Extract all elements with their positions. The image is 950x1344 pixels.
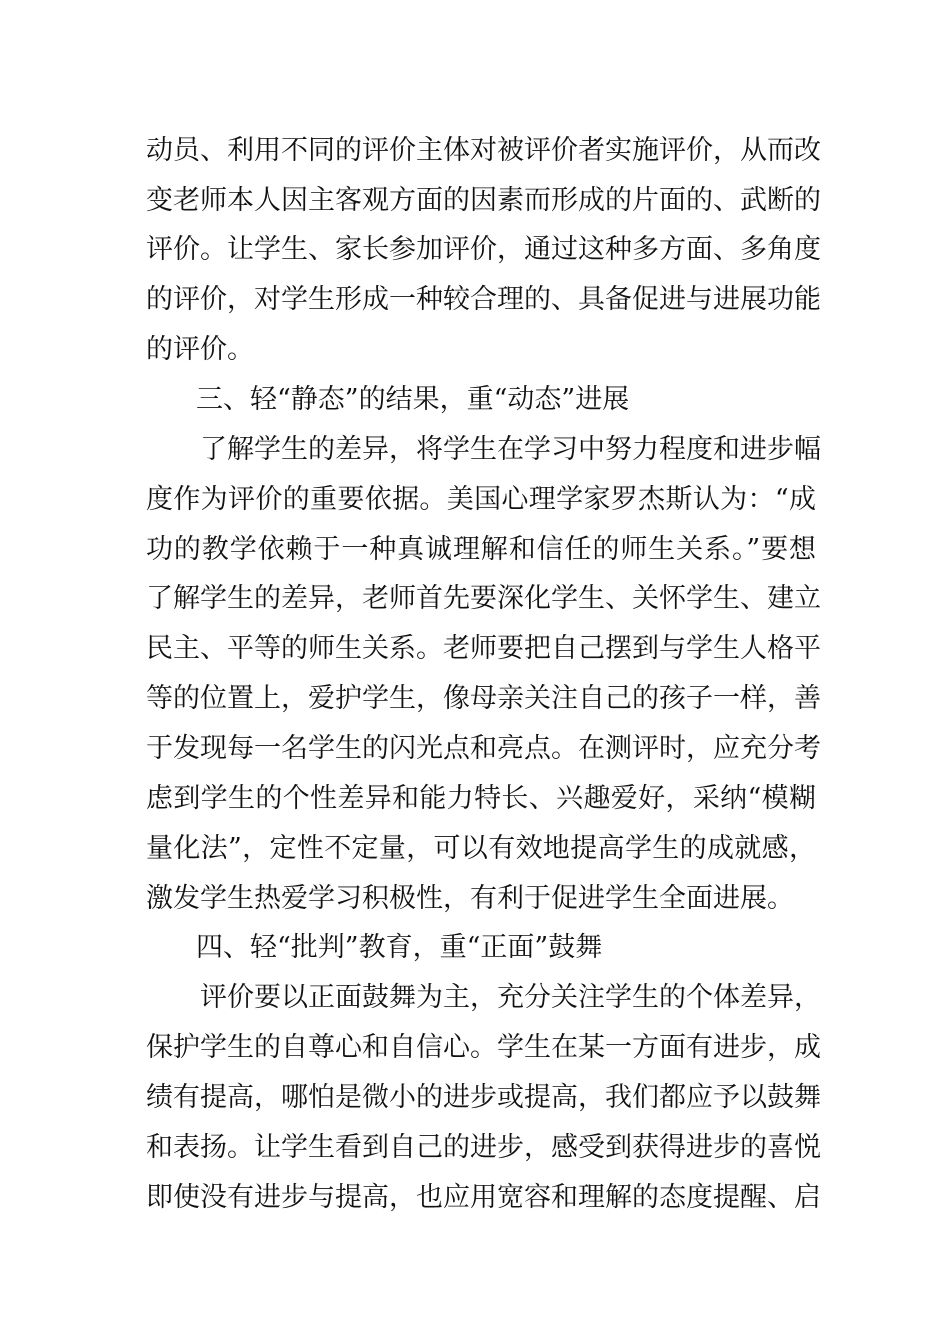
paragraph-line: 评价。让学生、家长参加评价，通过这种多方面、多角度 (146, 234, 821, 265)
paragraph-line: 评价要以正面鼓舞为主，充分关注学生的个体差异， (200, 982, 821, 1013)
paragraph-line: 激发学生热爱学习积极性，有利于促进学生全面进展。 (146, 883, 794, 914)
paragraph-line: 动员、利用不同的评价主体对被评价者实施评价，从而改 (146, 135, 821, 166)
paragraph-line: 了解学生的差异，将学生在学习中努力程度和进步幅 (200, 434, 821, 465)
paragraph-line: 了解学生的差异，老师首先要深化学生、关怀学生、建立 (146, 583, 821, 614)
paragraph-line: 于发现每一名学生的闪光点和亮点。在测评时，应充分考 (146, 733, 821, 764)
paragraph-line: 的评价。 (146, 334, 254, 365)
paragraph-line: 量化法”，定性不定量，可以有效地提高学生的成就感， (146, 833, 816, 864)
section-heading: 四、轻“批判”教育，重“正面”鼓舞 (196, 932, 603, 963)
paragraph-line: 功的教学依赖于一种真诚理解和信任的师生关系。”要想 (146, 534, 816, 565)
paragraph-line: 等的位置上，爱护学生，像母亲关注自己的孩子一样，善 (146, 683, 821, 714)
paragraph-line: 和表扬。让学生看到自己的进步，感受到获得进步的喜悦 (146, 1132, 821, 1163)
paragraph-line: 民主、平等的师生关系。老师要把自己摆到与学生人格平 (146, 633, 821, 664)
paragraph-line: 度作为评价的重要依据。美国心理学家罗杰斯认为：“成 (146, 484, 816, 515)
paragraph-line: 绩有提高，哪怕是微小的进步或提高，我们都应予以鼓舞 (146, 1082, 821, 1113)
paragraph-line: 的评价，对学生形成一种较合理的、具备促进与进展功能 (146, 284, 821, 315)
paragraph-line: 保护学生的自尊心和自信心。学生在某一方面有进步，成 (146, 1032, 821, 1063)
paragraph-line: 虑到学生的个性差异和能力特长、兴趣爱好，采纳“模糊 (146, 783, 816, 814)
paragraph-line: 即使没有进步与提高，也应用宽容和理解的态度提醒、启 (146, 1182, 821, 1213)
section-heading: 三、轻“静态”的结果，重“动态”进展 (196, 384, 630, 415)
paragraph-line: 变老师本人因主客观方面的因素而形成的片面的、武断的 (146, 185, 821, 216)
